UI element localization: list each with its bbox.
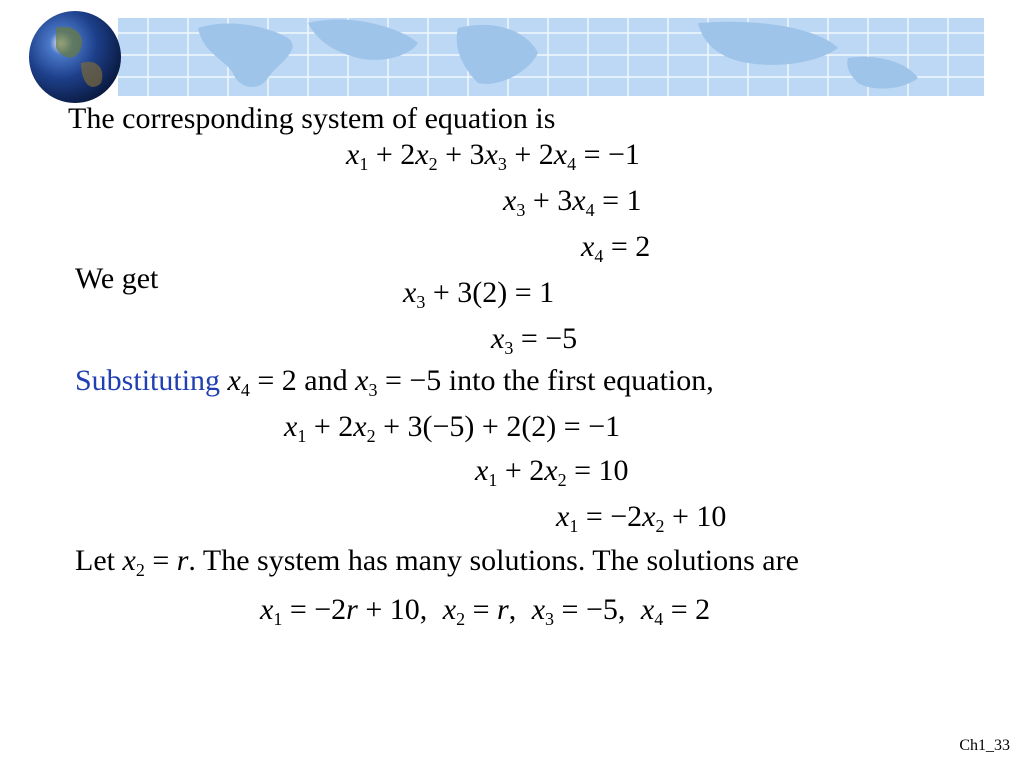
- system-equation-1: $x_1 + 2x_2 + 3x_3 + 2x_4 = -1$: [346, 138, 640, 174]
- substituting-text: Substituting $x_4 = 2$ and $x_3 = -5$ into the first equation,: [75, 364, 714, 400]
- step-equation-1: $x_3 + 3(2) = 1$: [403, 276, 555, 312]
- substituted-equation-1: $x_1 + 2x_2 + 3(-5) + 2(2) = -1$: [284, 410, 621, 446]
- system-equation-2: $x_3 + 3x_4 = 1$: [503, 184, 642, 220]
- system-equation-3: $x_4 = 2$: [581, 230, 651, 266]
- substituted-equation-3: $x_1 = -2x_2 + 10$: [556, 500, 727, 536]
- let-text: Let $x_2 = r$. The system has many solutions. The solutions are: [75, 544, 799, 580]
- solution-equation: $x_1 = -2r + 10$, $x_2 = r$, $x_3 = -5$, $x_4 = 2$: [260, 593, 711, 629]
- globe-icon: [26, 8, 124, 106]
- step-equation-2: $x_3 = -5$: [491, 322, 578, 358]
- substituting-keyword: Substituting: [75, 364, 221, 397]
- map-grid: [118, 18, 984, 96]
- world-map-banner: [118, 18, 984, 96]
- substituted-equation-2: $x_1 + 2x_2 = 10$: [475, 454, 629, 490]
- slide-number: Ch1_33: [959, 737, 1010, 754]
- we-get-text: We get: [75, 262, 159, 295]
- intro-text: The corresponding system of equation is: [68, 102, 556, 135]
